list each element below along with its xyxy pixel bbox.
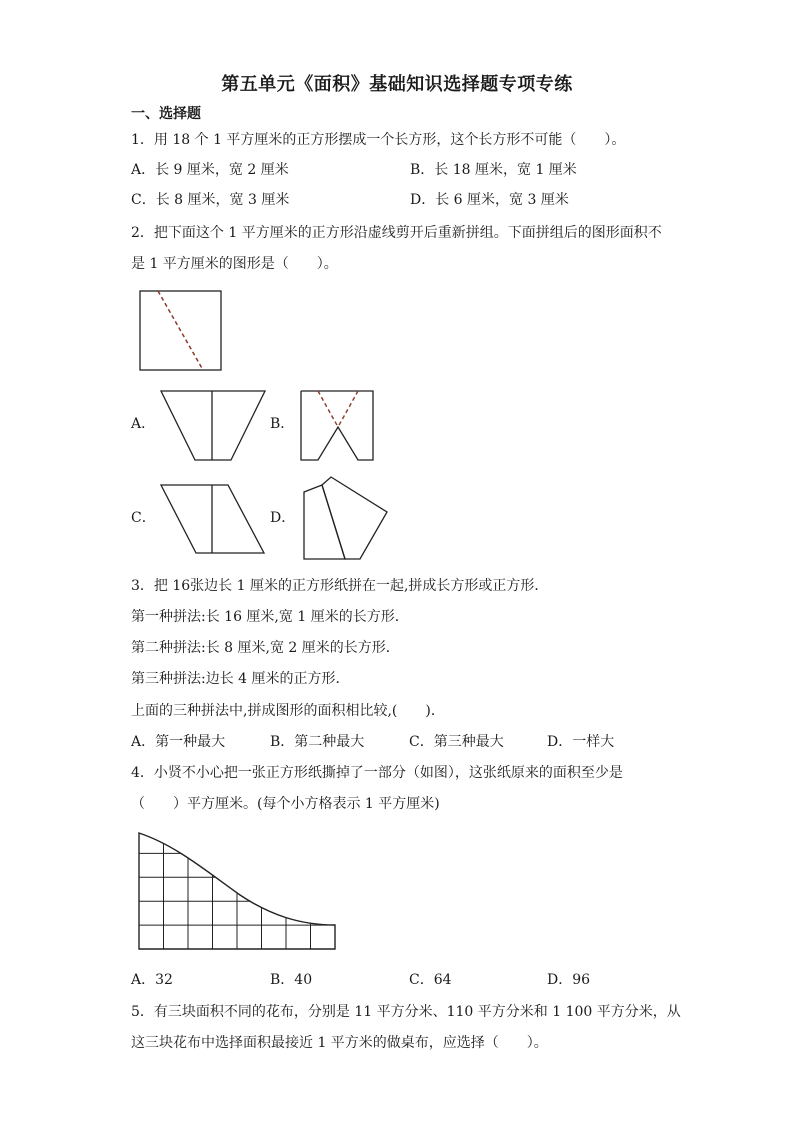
q4-option-d[interactable]: D．96 [547,972,591,988]
q2-stem-line1: 2．把下面这个 1 平方厘米的正方形沿虚线剪开后重新拼组。下面拼组后的图形面积不 [131,225,662,241]
q4-option-a[interactable]: A．32 [131,972,173,988]
q1-option-c[interactable]: C．长 8 厘米，宽 3 厘米 [131,192,290,208]
q2-option-a[interactable]: A． [131,416,156,432]
q1-stem: 1．用 18 个 1 平方厘米的正方形摆成一个长方形，这个长方形不可能（ ）。 [131,132,626,148]
q3-stem: 3．把 16张边长 1 厘米的正方形纸拼在一起,拼成长方形或正方形． [131,578,549,594]
q4-option-b[interactable]: B．40 [270,972,313,988]
q3-question: 上面的三种拼法中,拼成图形的面积相比较,( )． [131,703,445,719]
q2-option-c[interactable]: C． [131,510,156,526]
q3-way1: 第一种拼法:长 16 厘米,宽 1 厘米的长方形． [131,609,409,625]
q4-stem-line2: （ ）平方厘米。(每个小方格表示 1 平方厘米) [131,796,440,812]
q3-way3: 第三种拼法:边长 4 厘米的正方形． [131,671,350,687]
q3-option-c[interactable]: C．第三种最大 [409,734,504,750]
q5-stem-line1: 5．有三块面积不同的花布，分别是 11 平方分米、110 平方分米和 1 100 平方分米，从 [131,1004,681,1020]
q3-option-b[interactable]: B．第二种最大 [270,734,365,750]
q1-option-a[interactable]: A．长 9 厘米，宽 2 厘米 [131,162,289,178]
q2-option-d[interactable]: D． [270,510,296,526]
page-title: 第五单元《面积》基础知识选择题专项专练 [221,74,573,95]
q5-stem-line2: 这三块花布中选择面积最接近 1 平方米的做桌布，应选择（ ）。 [131,1035,548,1051]
q3-option-d[interactable]: D．一样大 [547,734,615,750]
q1-option-b[interactable]: B．长 18 厘米，宽 1 厘米 [410,162,577,178]
section-heading: 一、选择题 [131,106,201,122]
q2-stem-line2: 是 1 平方厘米的图形是（ ）。 [131,256,338,272]
q3-way2: 第二种拼法:长 8 厘米,宽 2 厘米的长方形． [131,640,400,656]
q1-option-d[interactable]: D．长 6 厘米，宽 3 厘米 [410,192,569,208]
q4-option-c[interactable]: C．64 [409,972,452,988]
q3-option-a[interactable]: A．第一种最大 [131,734,226,750]
q2-option-b[interactable]: B． [270,416,295,432]
q4-stem-line1: 4．小贤不小心把一张正方形纸撕掉了一部分（如图），这张纸原来的面积至少是 [131,765,623,781]
